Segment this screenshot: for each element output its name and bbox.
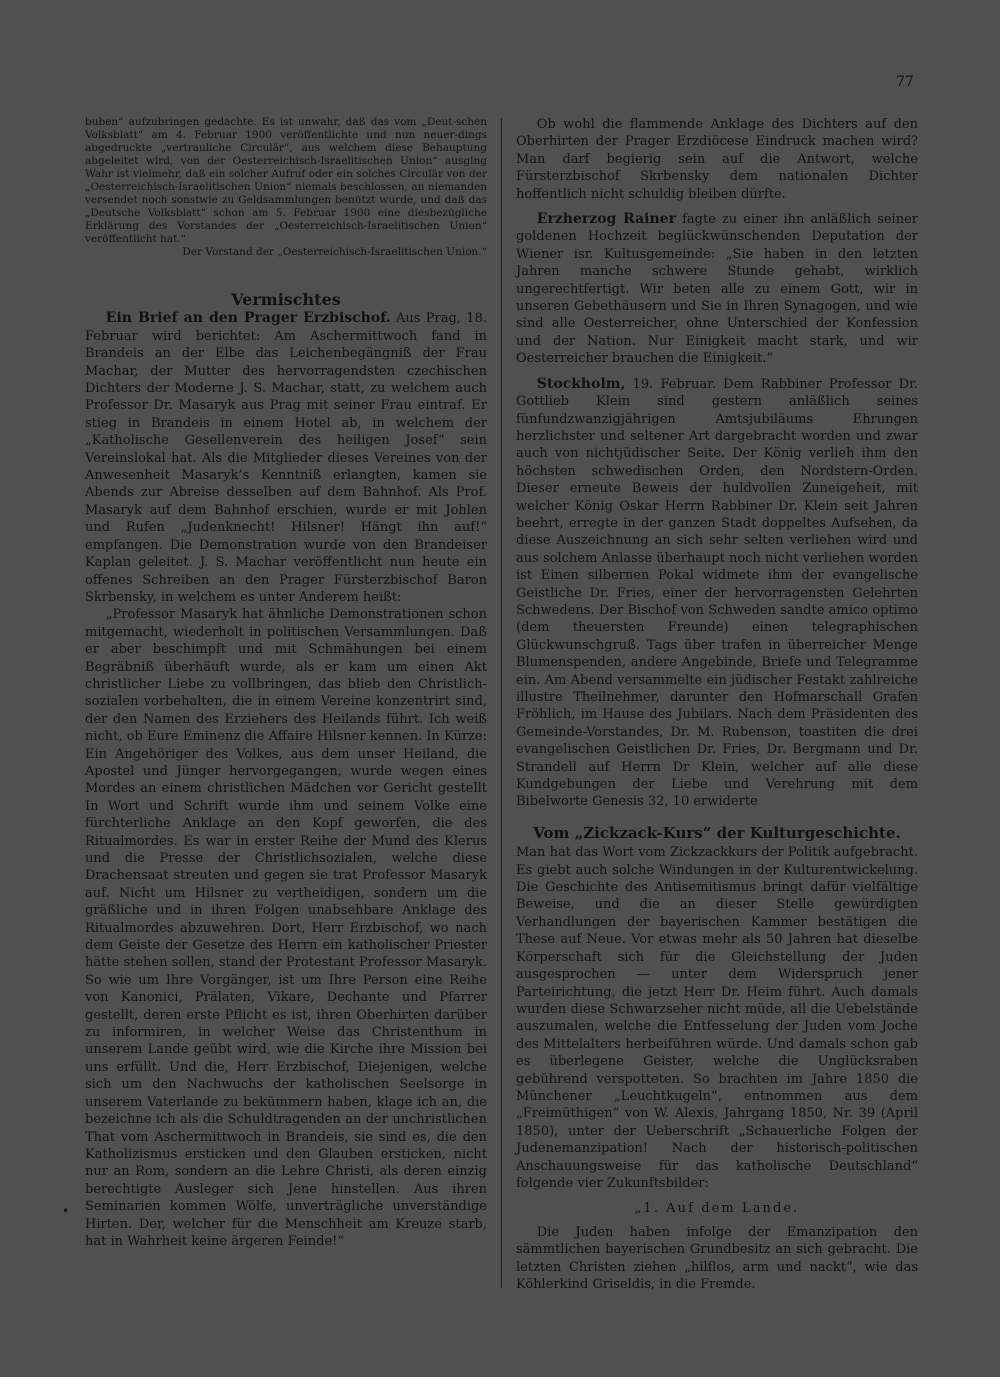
left-column bbox=[85, 116, 487, 1250]
spacer bbox=[516, 203, 918, 211]
spacer bbox=[85, 259, 487, 285]
rainer-paragraph bbox=[516, 211, 918, 368]
spacer bbox=[516, 811, 918, 819]
quote-paragraph: Die Juden haben infolge der Emanzipation den sämmtlichen bayerischen Grundbesitz an sich gebracht. Die letzten Christen ziehen „hilflos, arm und nackt“, wie das Köhlerkind Griseldis, in die Fremde. bbox=[516, 1224, 918, 1292]
correction-paragraph: buben“ aufzubringen gedachte. Es ist unwahr, daß das vom „Deut-schen Volksblatt“ am 4. Februar 1900 veröffentlichte und nun neuer-dings abgedruckte „vertrauliche Circulär“, aus welchem diese Behauptung abgeleitet wird, von der Oesterreichisch-Israelitischen Union“ ausging Wahr ist vielmehr, daß ein solcher Aufruf oder ein solches Circulär von der „Oesterreichisch-Israelitischen Union“ niemals beschlossen, an niemanden versendet noch sonstwie zu Geldsammlungen benützt wurde, und daß das „Deutsche Volksblatt“ schon am 5. Februar 1900 eine diesbezügliche Erklärung des Vorstandes der „Oesterreichisch-Israelitischen Union“ veröffentlicht hat.“ bbox=[85, 116, 487, 245]
stockholm-paragraph bbox=[516, 376, 918, 811]
zickzack-paragraph: Man hat das Wort vom Zickzackkurs der Politik aufgebracht. Es giebt auch solche Windungen in der Kulturentwickelung. Die Geschichte des Antisemitismus bringt dafür vielfältige Beweise, und die an dieser Stelle gewürdigten Verhandlungen der bayerischen Kammer bestätigen die These auf Neue. Vor etwas mehr als 50 Jahren hat dieselbe Körperschaft sich für die Gleichstellung der Juden ausgesprochen — unter dem Widerspruch jener Parteirichtung, die jetzt Herr Dr. Heim führt. Auch damals wurden diese Schwarzseher nicht müde, all die Uebelstände auszumalen, welche die Entfesselung der Juden vom Joche des Mittelalters herbeiführen würde. Und damals schon gab es überlegene Geister, welche die Unglücksraben gebührend verspotteten. So brachten im Jahre 1850 die Münchener „Leuchtkugeln“, entnommen aus dem „Freimüthigen“ von W. Alexis, Jahrgang 1850, Nr. 39 (April 1850), unter der Ueberschrift „Schauerliche Folgen der Judenemanzipation! Nach der historisch-politischen Anschauungsweise für das katholische Deutschland“ folgende vier Zukunftsbilder: bbox=[516, 845, 918, 1191]
stockholm-text: 19. Februar. Dem Rabbiner Professor Dr. Gottlieb Klein sind gestern anläßlich seines fünfundzwanzigjährigen Amtsjubiläums Ehrungen herzlichster und seltener Art dargebracht worden und zwar auch von nichtjüdischer Seite. Der König verlieh ihm den höchsten schwedischen Orden, den Nordstern-Orden. Dieser erneute Beweis der huldvollen Zuneigeheit, mit welcher König Oskar Herrn Rabbiner Dr. Klein seit Jahren beehrt, erregte in der ganzen Stadt doppeltes Aufsehen, da diese Auszeichnung an sich sehr selten verliehen wird und aus solchem Anlasse überhaupt noch nicht verliehen worden ist Einen silbernen Pokal widmete ihm der evangelische Geistliche Dr. Fries, einer der hervorragensten Gelehrten Schwedens. Der Bischof von Schweden sandte amico optimo (dem theuersten Freunde) einen telegraphischen Glückwunschgruß. Tags über trafen in überreicher Menge Blumenspenden, andere Angebinde, Briefe und Telegramme ein. Am Abend versammelte ein jüdischer Festakt zahlreiche illustre Theilnehmer, darunter den Hofmarschall Grafen Fröhlich, im Hause des Jubilars. Nach dem Präsidenten des Gemeinde-Vorstandes, Dr. M. Rubenson, toastiten die drei evangelischen Geistlichen Dr. Fries, Dr. Bergmann und Dr. Strandell auf Herrn Dr Klein, welcher auf alle diese Kundgebungen der Liebe und Verehrung mit dem Bibelworte Genesis 32, 10 erwiderte bbox=[516, 376, 918, 810]
margin-mark: • bbox=[62, 1204, 70, 1218]
rainer-heading: Erzherzog Rainer bbox=[536, 211, 676, 228]
union-signature: Der Vorstand der „Oesterreichisch-Israelitischen Union.“ bbox=[182, 246, 487, 258]
zickzack-heading: Vom „Zickzack-Kurs“ der Kulturgeschichte. bbox=[533, 823, 901, 842]
column-divider bbox=[501, 118, 502, 1288]
closing-paragraph: Ob wohl die flammende Anklage des Dichters auf den Oberhirten der Prager Erzdiöcese Eindruck machen wird? Man darf begierig sein auf die Antwort, welche Fürsterzbischof Skrbensky dem nationalen Dichter hoffentlich nicht schuldig bleiben dürfte. bbox=[516, 117, 918, 202]
article-paragraph bbox=[85, 310, 487, 606]
page-number: 77 bbox=[896, 74, 914, 90]
article-text: Aus Prag, 18. Februar wird berichtet: Am Aschermittwoch fand in Brandeis an der Elbe das Leichenbegängniß der Frau Machar, der Mutter des hervorragendsten czechischen Dichters der Moderne J. S. Machar, statt, zu welchem auch Professor Dr. Masaryk aus Prag mit seiner Frau eintraf. Er stieg in Brandeis in einem Hotel ab, in welchem der „Katholische Gesellenverein des heiligen Josef“ sein Vereinslokal hat. Als die Mitglieder dieses Vereines von der Anwesenheit Masaryk’s Kenntniß erlangten, kamen sie Abends zur Abreise desselben auf dem Bahnhof. Als Prof. Masaryk auf dem Bahnhof erschien, wurde er mit Johlen und Rufen „Judenknecht! Hilsner! Hängt ihn auf!“ empfangen. Die Demonstration wurde von den Brandeiser Kaplan geleitet. J. S. Machar veröffentlicht nun heute ein offenes Schreiben an den Prager Fürsterzbischof Baron Skrbensky, in welchem es unter Anderem heißt: bbox=[85, 311, 487, 605]
quoted-letter: „Professor Masaryk hat ähnliche Demonstrationen schon mitgemacht, wiederholt in politischen Versammlungen. Daß er aber beschimpft und mit Schmähungen bei einem Begräbniß überhäuft wurde, als er kam um einen Akt christlicher Liebe zu vollbringen, das blieb den Christlich-sozialen vorbehalten, die in einem Vereine konzentrirt sind, der den Namen des Erziehers des Heilands führt. Ich weiß nicht, ob Eure Eminenz die Affaire Hilsner kennen. In Kürze: Ein Angehöriger des Volkes, aus dem unser Heiland, die Apostel und Jünger hervorgegangen, wurde wegen eines Mordes an einem christlichen Mädchen vor Gericht gestellt In Wort und Schrift wurde ihm und seinem Volke eine fürchterliche Anklage an den Kopf geworfen, die des Ritualmordes. Es war in erster Reihe der Mund des Klerus und die Presse der Christlichsozialen, welche diese Drachensaat streuten und gegen sie trat Professor Masaryk auf. Nicht um Hilsner zu vertheidigen, sondern um die gräßliche und in ihren Folgen unabsehbare Anklage des Ritualmordes abzuwehren. Dort, Herr Erzbischof, wo nach dem Geiste der Gesetze des Herrn ein katholischer Priester hätte stehen sollen, stand der Protestant Professor Masaryk. So wie um Ihre Vorgänger, ist um Ihre Person eine Reihe von Kanonici, Prälaten, Vikare, Dechante und Pfarrer gestellt, deren erste Pflicht es ist, ihren Oberhirten darüber zu informiren, in welcher Weise das Christenthum in unserem Lande geübt wird, wie die Kirche ihre Mission bei uns erfüllt. Und die, Herr Erzbischof, Diejenigen, welche sich um den Nachwuchs der katholischen Seelsorge in unserem Vaterlande zu bekümmern haben, klage ich an, die bezeichne ich als die Schuldtragenden an der unchristlichen That vom Aschermittwoch in Brandeis, sie sind es, die den Katholizismus ersticken und den Glauben ersticken, nicht nur an Rom, sondern an die Lehre Christi, als deren einzig berechtigte Ausleger sich Jene hinstellen. Aus ihren Seminarien kommen Wölfe, unverträgliche unverständige Hirten. Der, welcher für die Menschheit am Kreuze starb, hat in Wahrheit keine ärgeren Feinde!“ bbox=[85, 607, 487, 1249]
article-heading: Ein Brief an den Prager Erzbischof. bbox=[105, 310, 391, 327]
right-column bbox=[516, 116, 918, 1293]
stockholm-heading: Stockholm, bbox=[536, 375, 626, 392]
section-heading: Vermischtes bbox=[231, 290, 341, 309]
spacer bbox=[516, 368, 918, 376]
rainer-text: fagte zu einer ihn anläßlich seiner goldenen Hochzeit beglückwünschenden Deputation der Wiener isr. Kultusgemeinde: „Sie haben in den letzten Jahren manche schwere Stunde gehabt, wirklich ungerechtfertigt. Wir beten alle zu einem Gott, wir in unseren Gebethäusern und Sie in Ihren Synagogen, und wie sind alle Oesterreicher, ohne Unterschied der Konfession und der Nation. Nur Einigkeit macht stark, und wir Oesterreicher brauchen die Einigkeit.“ bbox=[516, 212, 918, 367]
quote-subheading: „1. Auf dem Lande. bbox=[634, 1201, 800, 1217]
